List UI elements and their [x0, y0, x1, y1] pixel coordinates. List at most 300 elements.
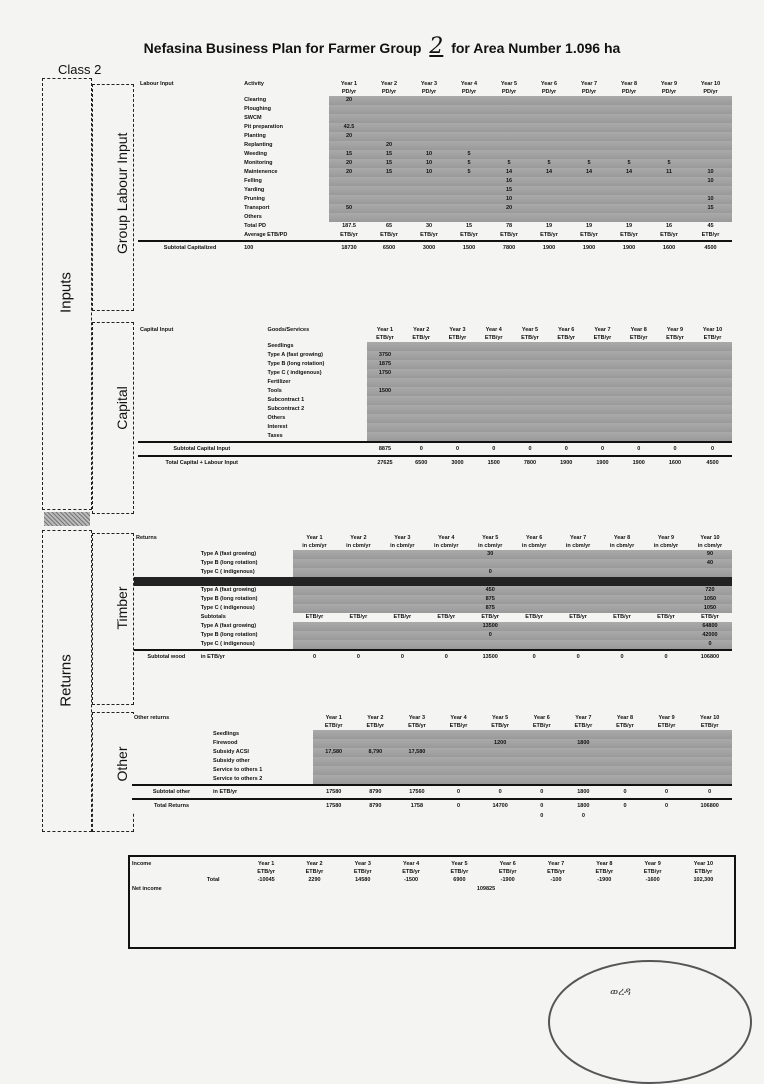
row-label: SWCM [242, 114, 329, 123]
unit-header: PD/yr [689, 88, 732, 96]
value-cell: 7800 [489, 241, 529, 254]
income-table [130, 860, 730, 894]
value-cell: 0 [644, 650, 688, 663]
value-cell [644, 586, 688, 595]
unit-header: in cbm/yr [688, 542, 732, 550]
unit-header: PD/yr [449, 88, 489, 96]
table-row [138, 241, 732, 254]
value-cell: 0 [693, 442, 732, 456]
value-cell [293, 631, 337, 640]
value-cell [604, 748, 646, 757]
value-cell: 10 [689, 177, 732, 186]
blank-cell [266, 334, 367, 342]
year-header: Year 2 [403, 326, 439, 334]
value-cell [689, 159, 732, 168]
unit-header: ETB/yr [693, 334, 732, 342]
value-cell [548, 423, 584, 432]
unit-header: ETB/yr [313, 722, 355, 730]
value-cell [479, 775, 521, 785]
row-category [138, 360, 266, 369]
value-cell [424, 595, 468, 604]
timber-label: Timber [114, 586, 130, 630]
value-cell [649, 150, 689, 159]
value-cell: 17560 [396, 785, 438, 799]
value-cell [449, 177, 489, 186]
year-header: Year 9 [644, 534, 688, 542]
row-category [134, 568, 199, 577]
value-cell [293, 586, 337, 595]
value-cell [476, 360, 512, 369]
year-header: Year 4 [449, 80, 489, 88]
unit-header: ETB/yr [355, 722, 397, 730]
value-cell: 3750 [367, 351, 403, 360]
row-category: Subtotal wood [134, 650, 199, 663]
value-cell [609, 177, 649, 186]
value-cell [689, 123, 732, 132]
value-cell [468, 559, 512, 568]
value-cell [329, 213, 369, 222]
value-cell [409, 213, 449, 222]
value-cell [512, 360, 548, 369]
value-cell [569, 96, 609, 105]
value-cell [512, 559, 556, 568]
value-cell [449, 123, 489, 132]
row-label: Average ETB/PD [244, 232, 288, 238]
unit-header: ETB/yr [521, 722, 563, 730]
value-cell [644, 559, 688, 568]
unit-header: ETB/yr [387, 868, 435, 876]
value-cell [439, 378, 475, 387]
value-cell [689, 150, 732, 159]
year-header: Year 7 [569, 80, 609, 88]
value-cell [548, 396, 584, 405]
table-row [132, 775, 732, 785]
value-cell: 0 [380, 650, 424, 663]
value-cell [600, 550, 644, 559]
row-label: Seedlings [211, 730, 313, 739]
value-cell: 0 [604, 799, 646, 812]
value-cell: 1758 [396, 799, 438, 812]
value-cell [403, 423, 439, 432]
value-cell [604, 757, 646, 766]
value-cell: 1500 [476, 456, 512, 469]
value-cell: 30 [425, 223, 433, 229]
unit-header: ETB/yr [580, 868, 628, 876]
blank-cell [138, 88, 242, 96]
table-row [138, 114, 732, 123]
value-cell [489, 114, 529, 123]
value-cell: 5 [449, 150, 489, 159]
value-cell: ETB/yr [393, 614, 412, 620]
value-cell: -1600 [645, 877, 660, 883]
value-cell: 8875 [367, 442, 403, 456]
value-cell: 15 [329, 150, 369, 159]
value-cell [529, 132, 569, 141]
value-cell [644, 595, 688, 604]
value-cell [689, 114, 732, 123]
value-cell [403, 387, 439, 396]
year-header: Year 3 [396, 714, 438, 722]
unit-header: ETB/yr [563, 722, 605, 730]
row-label: Type B (long rotation) [266, 360, 367, 369]
row-category [138, 414, 266, 423]
value-cell [293, 622, 337, 631]
table-row [138, 369, 732, 378]
value-cell [403, 369, 439, 378]
column-head-b [205, 860, 242, 868]
value-cell: ETB/yr [500, 232, 518, 238]
value-cell: 10 [689, 195, 732, 204]
value-cell: 4500 [689, 241, 732, 254]
inputs-label: Inputs [57, 272, 75, 313]
value-cell [569, 177, 609, 186]
row-category [138, 114, 242, 123]
value-cell [479, 757, 521, 766]
row-category: Subtotal Capitalized [138, 241, 242, 254]
blank-cell [242, 88, 329, 96]
year-header: Year 5 [512, 326, 548, 334]
value-cell: 1900 [529, 241, 569, 254]
row-category [138, 405, 266, 414]
value-cell [336, 586, 380, 595]
value-cell [438, 739, 480, 748]
value-cell: 20 [329, 96, 369, 105]
value-cell: ETB/yr [380, 232, 398, 238]
value-cell: 20 [329, 168, 369, 177]
value-cell [424, 604, 468, 613]
value-cell: 6500 [403, 456, 439, 469]
header-row [134, 534, 732, 542]
value-cell: 0 [646, 785, 688, 799]
value-cell [600, 577, 644, 586]
value-cell: 1050 [688, 604, 732, 613]
value-cell: 20 [329, 159, 369, 168]
column-head-b [211, 714, 313, 722]
value-cell [396, 739, 438, 748]
value-cell [657, 414, 693, 423]
value-cell: 42.5 [329, 123, 369, 132]
table-row [138, 141, 732, 150]
table-row [132, 812, 732, 821]
value-cell [313, 766, 355, 775]
value-cell [649, 132, 689, 141]
value-cell [369, 132, 409, 141]
value-cell: 0 [438, 799, 480, 812]
year-header: Year 5 [489, 80, 529, 88]
value-cell: 65 [385, 223, 393, 229]
value-cell [609, 204, 649, 213]
value-cell [644, 622, 688, 631]
value-cell [512, 622, 556, 631]
unit-header: ETB/yr [532, 868, 580, 876]
value-cell [529, 195, 569, 204]
value-cell: 10 [489, 195, 529, 204]
value-cell [604, 812, 646, 821]
row-category: Subtotal other [132, 785, 211, 799]
value-cell: 0 [584, 442, 620, 456]
value-cell [479, 812, 521, 821]
value-cell: 13500 [468, 622, 512, 631]
value-cell [449, 204, 489, 213]
value-cell [367, 405, 403, 414]
table-row [138, 222, 732, 231]
table-row [138, 351, 732, 360]
row-category [132, 748, 211, 757]
value-cell [369, 213, 409, 222]
value-cell: 0 [293, 650, 337, 663]
row-category [138, 432, 266, 442]
value-cell: 7800 [512, 456, 548, 469]
value-cell: 11 [649, 168, 689, 177]
value-cell [657, 360, 693, 369]
value-cell [657, 396, 693, 405]
row-label: Weeding [242, 150, 329, 159]
row-category [134, 550, 199, 559]
value-cell [649, 105, 689, 114]
value-cell [649, 195, 689, 204]
value-cell: 30 [468, 550, 512, 559]
row-label: Type A (fast growing) [266, 351, 367, 360]
value-cell [689, 132, 732, 141]
official-stamp: ወረዳ [548, 960, 752, 1084]
table-row [138, 360, 732, 369]
value-cell [569, 105, 609, 114]
row-category [138, 195, 242, 204]
unit-header: ETB/yr [604, 722, 646, 730]
value-cell: 0 [438, 785, 480, 799]
value-cell [687, 812, 732, 821]
value-cell [657, 369, 693, 378]
value-cell [621, 369, 657, 378]
value-cell [438, 757, 480, 766]
value-cell [600, 604, 644, 613]
row-label: Maintenence [242, 168, 329, 177]
row-category [138, 123, 242, 132]
value-cell [687, 775, 732, 785]
unit-header: ETB/yr [657, 334, 693, 342]
value-cell [512, 378, 548, 387]
value-cell [600, 640, 644, 650]
value-cell [649, 141, 689, 150]
value-cell [657, 378, 693, 387]
table-row [134, 631, 732, 640]
value-cell [689, 105, 732, 114]
value-cell [621, 387, 657, 396]
value-cell [449, 141, 489, 150]
table-row [138, 423, 732, 432]
value-cell [646, 812, 688, 821]
value-cell [584, 369, 620, 378]
value-cell [438, 812, 480, 821]
year-header: Year 2 [336, 534, 380, 542]
value-cell [657, 423, 693, 432]
value-cell: 1800 [563, 785, 605, 799]
unit-header: PD/yr [369, 88, 409, 96]
value-cell [380, 568, 424, 577]
value-cell [403, 414, 439, 423]
value-cell [489, 105, 529, 114]
value-cell: 19 [545, 223, 553, 229]
table-row [138, 159, 732, 168]
value-cell [584, 396, 620, 405]
value-cell [512, 550, 556, 559]
value-cell: 0 [468, 568, 512, 577]
value-cell [548, 414, 584, 423]
year-header: Year 3 [339, 860, 387, 868]
value-cell [584, 360, 620, 369]
value-cell: 10 [409, 168, 449, 177]
net-income-label: Net income [132, 886, 162, 892]
value-cell [529, 123, 569, 132]
value-cell [600, 586, 644, 595]
year-header: Year 9 [649, 80, 689, 88]
header-row [138, 80, 732, 88]
value-cell: 8790 [355, 799, 397, 812]
value-cell [424, 586, 468, 595]
value-cell [512, 640, 556, 650]
row-label: Subcontract 2 [266, 405, 367, 414]
value-cell [439, 414, 475, 423]
value-cell: 0 [512, 650, 556, 663]
value-cell: 15 [369, 168, 409, 177]
value-cell: -10045 [257, 877, 275, 883]
value-cell: 106800 [687, 799, 732, 812]
value-cell [336, 568, 380, 577]
value-cell [409, 141, 449, 150]
value-cell [424, 550, 468, 559]
value-cell [649, 213, 689, 222]
value-cell [693, 396, 732, 405]
value-cell: 14 [609, 168, 649, 177]
blank-cell [199, 542, 293, 550]
value-cell [657, 342, 693, 351]
value-cell [609, 123, 649, 132]
year-header: Year 5 [468, 534, 512, 542]
row-category [138, 141, 242, 150]
unit-header: PD/yr [409, 88, 449, 96]
row-category [138, 177, 242, 186]
row-category [138, 396, 266, 405]
value-cell: 0 [548, 442, 584, 456]
value-cell [649, 114, 689, 123]
value-cell [529, 186, 569, 195]
net-income-value: 109825 [476, 886, 496, 892]
value-cell [604, 739, 646, 748]
value-cell [476, 351, 512, 360]
value-cell [521, 766, 563, 775]
value-cell [657, 351, 693, 360]
value-cell [409, 132, 449, 141]
unit-header: ETB/yr [438, 722, 480, 730]
value-cell: 15 [369, 159, 409, 168]
value-cell [313, 757, 355, 766]
value-cell: 0 [604, 785, 646, 799]
row-label: Subcontract 1 [266, 396, 367, 405]
table-row [134, 586, 732, 595]
year-header: Year 8 [600, 534, 644, 542]
table-row [134, 559, 732, 568]
value-cell [621, 405, 657, 414]
value-cell: 1600 [657, 456, 693, 469]
row-category [134, 586, 199, 595]
value-cell: ETB/yr [437, 614, 456, 620]
value-cell [403, 351, 439, 360]
value-cell [476, 378, 512, 387]
value-cell: 0 [687, 785, 732, 799]
value-cell [646, 775, 688, 785]
table-row [138, 378, 732, 387]
table-row [138, 396, 732, 405]
value-cell [336, 622, 380, 631]
value-cell [569, 141, 609, 150]
blank-cell [134, 542, 199, 550]
value-cell: 1750 [367, 369, 403, 378]
unit-header: ETB/yr [677, 868, 730, 876]
value-cell [693, 432, 732, 442]
unit-header: in cbm/yr [644, 542, 688, 550]
unit-header: in cbm/yr [600, 542, 644, 550]
row-label: Planting [242, 132, 329, 141]
value-cell: 16 [489, 177, 529, 186]
value-cell [556, 577, 600, 586]
value-cell [657, 405, 693, 414]
year-header: Year 10 [688, 534, 732, 542]
row-category [134, 622, 199, 631]
value-cell [409, 105, 449, 114]
other-table [132, 714, 732, 821]
row-label: Type A (fast growing) [199, 550, 293, 559]
value-cell [409, 186, 449, 195]
value-cell: 27625 [367, 456, 403, 469]
value-cell [424, 577, 468, 586]
year-header: Year 1 [367, 326, 403, 334]
value-cell [609, 141, 649, 150]
value-cell: 17580 [313, 799, 355, 812]
value-cell [355, 757, 397, 766]
year-header: Year 10 [693, 326, 732, 334]
value-cell [687, 730, 732, 739]
table-row [138, 195, 732, 204]
value-cell: 102,300 [693, 877, 714, 883]
column-head-a: Income [130, 860, 205, 868]
value-cell: 40 [688, 559, 732, 568]
value-cell [521, 739, 563, 748]
year-header: Year 4 [424, 534, 468, 542]
value-cell: 15 [489, 186, 529, 195]
value-cell [329, 195, 369, 204]
value-cell: ETB/yr [349, 614, 368, 620]
value-cell: ETB/yr [613, 614, 631, 620]
value-cell [336, 595, 380, 604]
value-cell [621, 342, 657, 351]
table-row [138, 405, 732, 414]
year-header: Year 4 [387, 860, 435, 868]
value-cell [468, 577, 512, 586]
value-cell [556, 595, 600, 604]
value-cell [409, 123, 449, 132]
value-cell [403, 405, 439, 414]
value-cell [336, 550, 380, 559]
row-label: Transport [242, 204, 329, 213]
value-cell: 1900 [548, 456, 584, 469]
row-label: 100 [242, 241, 329, 254]
value-cell: 1800 [563, 799, 605, 812]
value-cell: 0 [403, 442, 439, 456]
value-cell: 16 [665, 223, 673, 229]
value-cell: ETB/yr [305, 614, 324, 620]
value-cell [693, 369, 732, 378]
value-cell [569, 195, 609, 204]
